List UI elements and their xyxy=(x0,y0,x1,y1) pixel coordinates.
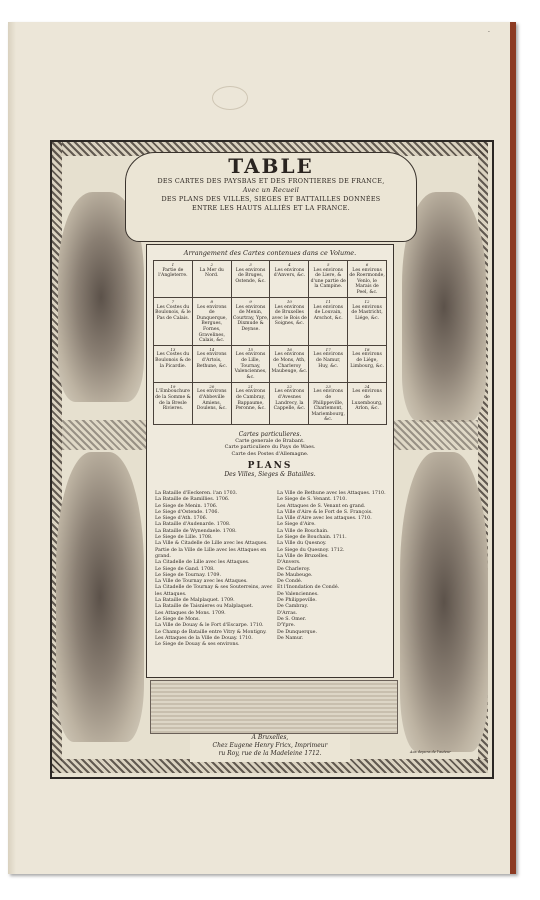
plan-entry: De Valenciennes. xyxy=(277,591,319,597)
plan-entry: Le Siege d'Ath. 1706. xyxy=(155,516,208,522)
plan-entry: D'Ypre. xyxy=(277,623,296,629)
subtitle-line: DES PLANS DES VILLES, SIEGES ET BATTAILLES DONNÉES xyxy=(161,195,381,203)
plan-entry: Les Attaques de S. Venant en grand. xyxy=(277,503,366,509)
plan-entry: La Ville de Bethune avec les Attaques. 1710. xyxy=(277,491,386,496)
cell-text: La Mer du Nord. xyxy=(199,267,224,279)
cell-number: 9 xyxy=(249,299,252,304)
grid-row xyxy=(154,298,387,346)
subtitle-line: DES CARTES DES PAYSBAS ET DES FRONTIERES DE FRANCE, xyxy=(157,177,385,185)
cell-number: 2 xyxy=(210,262,214,267)
plans-right-column xyxy=(277,491,389,642)
mars-warrior-figure xyxy=(400,452,488,752)
cell-text: Les Costes du Boulonois & de la Picardie. xyxy=(155,352,191,369)
plan-entry: La Ville de Bruxelles. xyxy=(277,553,329,559)
plan-entry: La Bataille de Ramillies. 1706. xyxy=(155,497,230,503)
grid-cell xyxy=(270,345,309,382)
grid-cell xyxy=(154,261,193,298)
carte-entry: Carte particuliere du Pays de Waes. xyxy=(224,444,316,451)
grid-cell xyxy=(154,345,193,382)
plan-entry: Le Siege du Quesnoy. 1712. xyxy=(277,547,345,553)
grid-row xyxy=(154,345,387,382)
cell-number: 15 xyxy=(248,346,254,352)
subtitle-line: ENTRE LES HAUTS ALLIÉS ET LA FRANCE. xyxy=(192,204,350,212)
blind-stamp xyxy=(212,86,248,110)
carte-entry: Carte generale de Brabant. xyxy=(235,437,305,444)
plan-entry: De S. Omer. xyxy=(277,616,306,622)
plan-entry: De Maubeuge. xyxy=(277,572,313,578)
grid-cell xyxy=(309,298,348,346)
cell-text: Les environs de Luxembourg, Arlon, &c. xyxy=(351,389,383,412)
grid-cell xyxy=(192,382,231,424)
cell-text: Les environs d'Artois, Bethune, &c. xyxy=(196,352,228,369)
cell-text: Partie de l'Angleterre. xyxy=(158,267,188,279)
plan-entry: La Bataille de Taisnieres ou Malplaquet. xyxy=(155,604,254,610)
plan-entry: Le Champ de Bataille entre Vitry & Montigny. xyxy=(155,629,267,635)
plan-entry: La Ville de Tournay avec les Attaques. xyxy=(155,579,248,585)
plan-entry: D'Arras. xyxy=(277,610,298,616)
grid-cell xyxy=(348,382,387,424)
grid-cell xyxy=(154,298,193,346)
grid-row xyxy=(154,261,387,298)
plan-entry: Le Siege d'Aire. xyxy=(277,522,316,528)
cell-text: Les environs de Bruxelles avec le Bois de Soignes, &c. xyxy=(271,304,307,327)
cell-number: 7 xyxy=(171,299,175,304)
cell-text: Les environs de Louvain, Arschot, &c. xyxy=(313,304,344,321)
plan-entry: Le Siege d'Ostende. 1706. xyxy=(155,509,219,515)
cartes-particulieres-heading: Cartes particulieres. xyxy=(238,430,302,438)
plan-entry: De Charleroy. xyxy=(277,566,311,572)
plan-entry: La Bataille de Wynendaele. 1708. xyxy=(155,528,237,534)
cell-text: Les environs de Philippeville, Charlemont, Mariembourg, &c. xyxy=(311,389,345,423)
plan-entry: La Bataille d'Audenarde. 1708. xyxy=(155,522,231,528)
cell-number: 1 xyxy=(171,262,175,267)
cell-text: L'Embouchure de la Somme & de la Bresle Rivieres. xyxy=(155,389,191,412)
plan-entry: La Bataille de Malplaquet. 1709. xyxy=(155,598,235,604)
plan-entry: De Namur. xyxy=(277,635,304,641)
plan-entry: Le Siege de Tournay. 1709. xyxy=(155,572,221,578)
plan-entry: De Dunquerque. xyxy=(277,629,318,635)
table-of-contents xyxy=(146,244,394,678)
grid-cell xyxy=(231,382,270,424)
cell-number: 12 xyxy=(364,299,370,304)
plan-entry: La Ville du Quesnoy. xyxy=(277,541,327,547)
grid-cell xyxy=(154,382,193,424)
carte-entry: Carte des Postes d'Allemagne. xyxy=(231,450,309,457)
plan-entry: Et l'Inondation de Condé. xyxy=(277,585,340,591)
cell-number: 14 xyxy=(209,346,215,352)
grid-cell xyxy=(231,298,270,346)
plan-entry: De Cambray. xyxy=(277,604,309,610)
cell-number: 3 xyxy=(249,262,252,267)
cell-text: Les Costes du Boulonois, & le Pas de Calais. xyxy=(155,304,191,321)
imprint-line: ru Roy, rue de la Madeleine 1712. xyxy=(218,750,322,757)
cell-number: 18 xyxy=(364,346,370,352)
arrangement-heading: Arrangement des Cartes contenues dans ce Volume. xyxy=(183,249,357,257)
grid-cell xyxy=(348,345,387,382)
cell-number: 10 xyxy=(286,299,292,304)
plans-left-column xyxy=(155,491,273,648)
cell-text: Les environs de Roermonde, Venlo, le Marais de Peel, &c. xyxy=(349,267,385,295)
battle-scene-vignette xyxy=(150,680,398,734)
cell-text: Les environs de Menin, Courtray, Ypre, Dixmude & Deynse. xyxy=(232,304,269,332)
cell-number: 5 xyxy=(326,262,330,267)
grid-row xyxy=(154,382,387,424)
plan-entry: Le Siege de Douay & ses environs. xyxy=(155,642,240,648)
cell-text: Les environs de Mons, Ath, Charleroy Maubeuge, &c. xyxy=(271,352,308,375)
plan-entry: De Philippeville. xyxy=(277,598,317,604)
grid-cell xyxy=(192,298,231,346)
plan-entry: La Bataille d'Eeckeren. l'an 1703. xyxy=(155,491,238,496)
grid-cell xyxy=(231,261,270,298)
cell-number: 16 xyxy=(286,346,292,352)
cell-number: 17 xyxy=(325,346,331,352)
grid-cell xyxy=(192,261,231,298)
grid-cell xyxy=(270,261,309,298)
allegorical-woman-figure xyxy=(56,452,144,742)
plans-heading: PLANS xyxy=(247,461,293,472)
cell-number: 8 xyxy=(210,299,214,304)
cell-number: 13 xyxy=(170,346,176,352)
plan-entry: Le Siege de Menin. 1706. xyxy=(155,503,218,509)
cell-text: Les environs de Namur, Huy, &c. xyxy=(313,352,344,369)
plan-entry: Les Attaques de Mons. 1709. xyxy=(155,610,226,616)
left-panel-divider xyxy=(62,420,148,450)
grid-cell xyxy=(270,298,309,346)
page-corner-mark: . xyxy=(488,27,490,34)
imprint-line: Chez Eugene Henry Fricx, Imprimeur xyxy=(212,742,328,749)
cell-number: 24 xyxy=(364,383,370,389)
cell-text: Les environs de Dunquerque, Bergues, Fornes, Gravelines, Calais, &c. xyxy=(196,304,227,344)
cell-text: Les environs de Bruges, Ostende, &c. xyxy=(235,267,266,284)
cell-number: 19 xyxy=(170,383,176,389)
grid-cell xyxy=(348,298,387,346)
cell-text: Les environs de Liége, Limbourg, &c. xyxy=(350,352,384,369)
plan-entry: Le Siege de S. Venant. 1710. xyxy=(277,497,347,503)
grid-cell xyxy=(231,345,270,382)
plan-entry: La Ville & Citadelle de Lille avec les Attaques. xyxy=(155,541,268,547)
cell-number: 6 xyxy=(365,262,369,267)
plan-entry: La Ville de Bouchain. xyxy=(277,528,329,534)
cell-text: Les environs d'Abbeville Amiens, Doulens, &c. xyxy=(196,389,227,412)
cell-number: 21 xyxy=(248,383,254,389)
cell-text: Les environs de Cambray, Bappaume, Peronne, &c. xyxy=(235,389,266,412)
grid-cell xyxy=(192,345,231,382)
cell-number: 20 xyxy=(209,383,215,389)
cell-text: Les environs de Liere, & d'une partie de la Campine. xyxy=(310,267,346,290)
imprint-cartouche xyxy=(190,734,350,762)
page-title: TABLE xyxy=(228,154,314,178)
engraver-signature: Aux depens de l'auteur xyxy=(410,750,451,754)
cell-number: 23 xyxy=(325,383,331,389)
grid-cell xyxy=(309,382,348,424)
grid-cell xyxy=(309,261,348,298)
plan-entry: La Ville de Douay & le Fort d'Escarpe. 1710. xyxy=(155,623,264,629)
cell-text: Les environs d'Avesnes Landrecy, la Cappelle, &c. xyxy=(273,389,306,412)
cell-number: 4 xyxy=(288,262,291,267)
plan-entry: Partie de la Ville de Lille avec les Attaques en grand. xyxy=(155,547,267,559)
plan-entry: Le Siege de Gand. 1708. xyxy=(155,566,215,572)
right-panel-divider xyxy=(392,420,478,450)
plans-subheading: Des Villes, Sieges & Batailles. xyxy=(224,471,316,479)
plan-entry: D'Anvers. xyxy=(277,560,301,566)
cell-text: Les environs de Mastricht, Liége, &c. xyxy=(351,304,383,321)
map-grid xyxy=(153,260,387,425)
plan-entry: Le Siege de Bouchain. 1711. xyxy=(277,535,347,541)
cell-text: Les environs d'Anvers, &c. xyxy=(273,267,306,279)
imprint-line: A Bruxelles, xyxy=(251,734,289,741)
cell-number: 22 xyxy=(286,383,292,389)
cell-text: Les environs de Lille, Tournay, Valenciennes, &c. xyxy=(234,352,267,380)
grid-cell xyxy=(348,261,387,298)
grid-cell xyxy=(270,382,309,424)
plan-entry: La Citadelle de Lille avec les Attaques. xyxy=(155,560,250,566)
plan-entry: La Ville d'Aire avec les attaques. 1710. xyxy=(277,516,372,522)
plan-entry: De Condé. xyxy=(277,579,303,585)
plan-entry: La Citadelle de Tournay & ses Souterreins, avec les Attaques. xyxy=(155,585,273,597)
page-gutter xyxy=(8,22,16,874)
title-cartouche xyxy=(125,152,417,242)
plan-entry: Le Siege de Mons. xyxy=(155,616,200,622)
subtitle-line: Avec un Recueil xyxy=(242,186,300,194)
cell-number: 11 xyxy=(325,299,331,304)
plan-entry: Les Attaques de la Ville de Douay. 1710. xyxy=(155,635,253,641)
plan-entry: Le Siege de Lille. 1708. xyxy=(155,535,213,541)
grid-cell xyxy=(309,345,348,382)
plan-entry: La Ville d'Aire & le Fort de S. François. xyxy=(277,509,373,515)
